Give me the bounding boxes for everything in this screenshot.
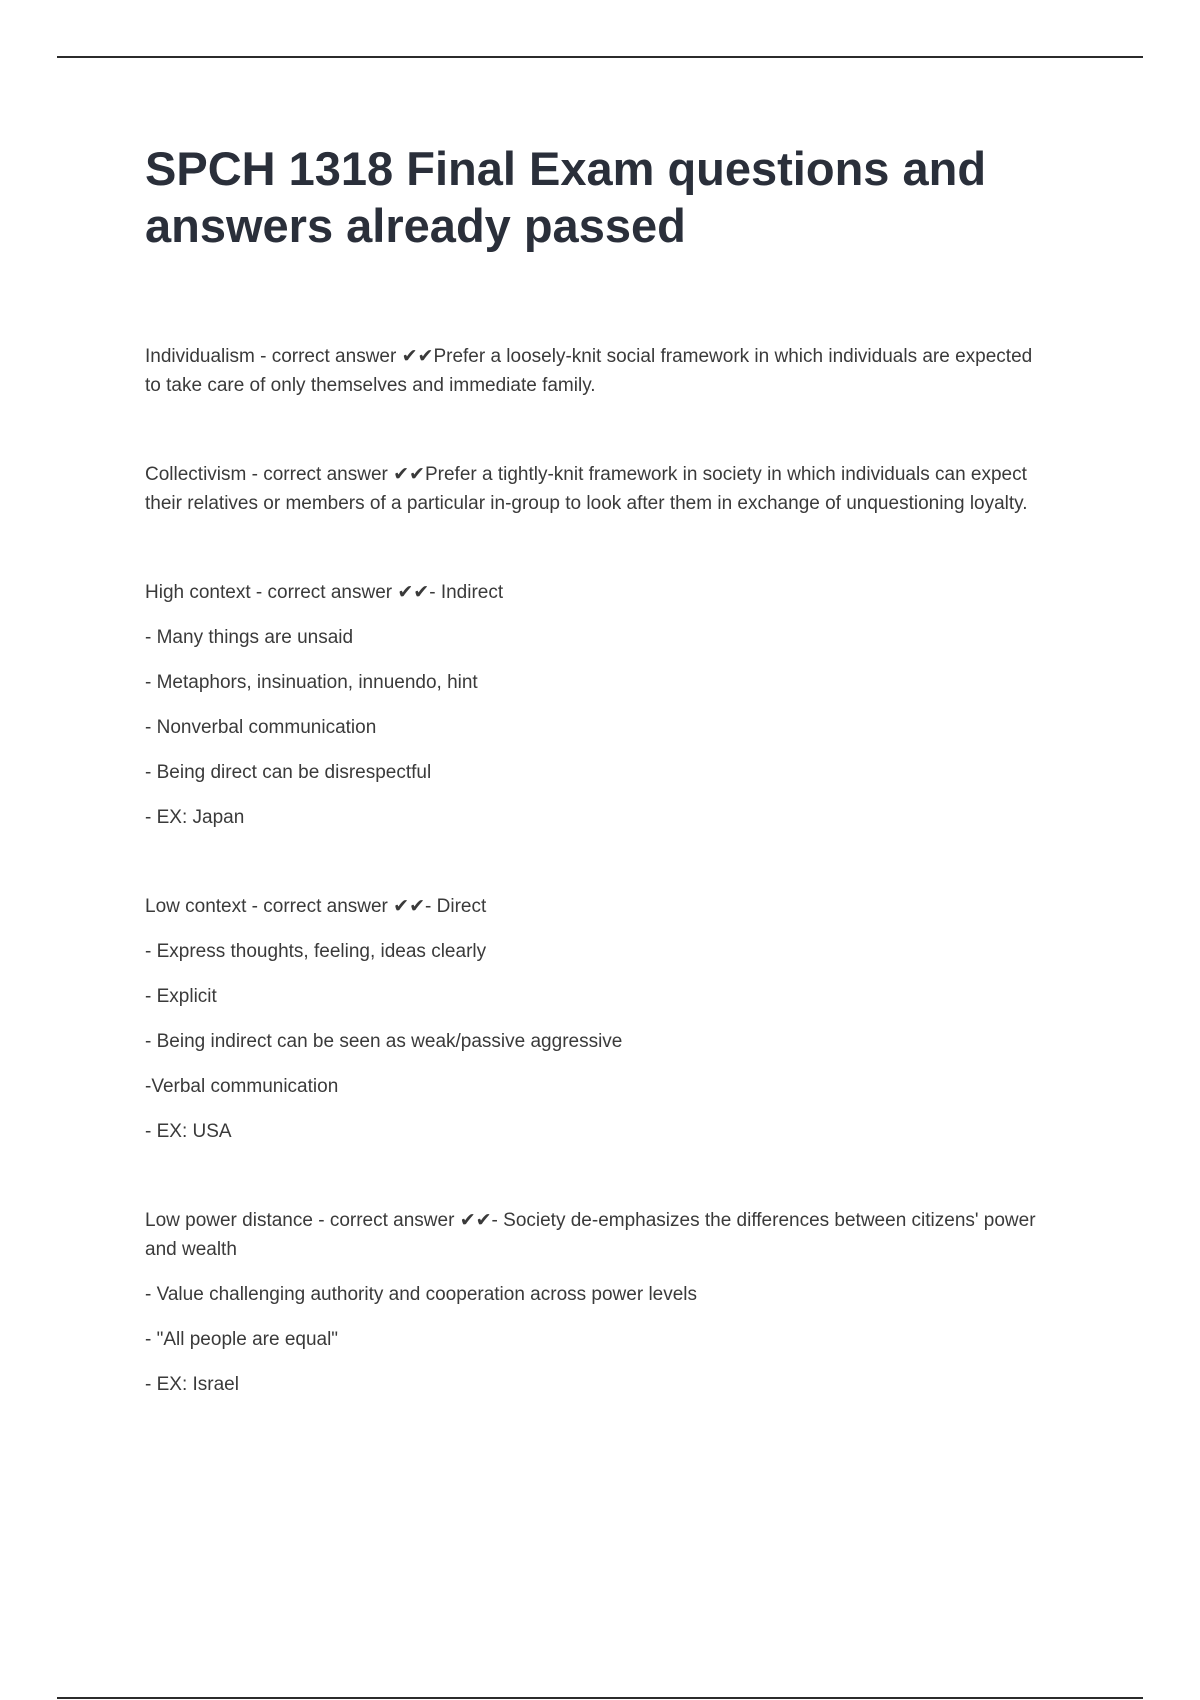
entry-answer: Prefer a tightly-knit framework in society in which individuals can expect their relatives or members of a particular in-group to look after them in exchange of unquestioning loyalty. <box>145 464 1028 514</box>
entry-answer: - Society de-emphasizes the differences between citizens' power and wealth <box>145 1210 1036 1260</box>
list-item: - Many things are unsaid <box>145 627 354 648</box>
entry-term: High context <box>145 582 251 603</box>
entry-low-power-distance <box>145 1206 1045 1399</box>
entry-collectivism <box>145 460 1045 518</box>
entry-answer: - Direct <box>425 896 487 917</box>
list-item: - Express thoughts, feeling, ideas clearly <box>145 941 487 962</box>
entry-marker: - correct answer ✔✔ <box>250 582 430 603</box>
entry-individualism <box>145 342 1045 400</box>
list-item: - Explicit <box>145 986 217 1007</box>
list-item: - Metaphors, insinuation, innuendo, hint <box>145 672 478 693</box>
entry-marker: - correct answer ✔✔ <box>312 1210 492 1231</box>
entry-low-context <box>145 892 1045 1146</box>
entry-term: Individualism <box>145 346 255 367</box>
list-item: -Verbal communication <box>145 1076 339 1097</box>
list-item: - Being indirect can be seen as weak/passive aggressive <box>145 1031 623 1052</box>
entry-term: Collectivism <box>145 464 247 485</box>
bottom-rule <box>57 1697 1143 1699</box>
entry-answer: - Indirect <box>429 582 504 603</box>
entry-marker: - correct answer ✔✔ <box>254 346 434 367</box>
entry-term: Low context <box>145 896 247 917</box>
document-title: SPCH 1318 Final Exam questions and answers already passed <box>145 142 987 252</box>
entry-high-context <box>145 578 1045 832</box>
entry-answer: Prefer a loosely-knit social framework in which individuals are expected to take care of only themselves and immediate family. <box>145 346 1033 396</box>
list-item: - EX: USA <box>145 1121 232 1142</box>
document-body <box>145 140 1045 1459</box>
list-item: - EX: Japan <box>145 807 245 828</box>
list-item: - EX: Israel <box>145 1374 239 1395</box>
list-item: - Value challenging authority and cooperation across power levels <box>145 1284 698 1305</box>
top-rule <box>57 56 1143 58</box>
entry-marker: - correct answer ✔✔ <box>246 896 426 917</box>
entry-term: Low power distance <box>145 1210 313 1231</box>
list-item: - Nonverbal communication <box>145 717 377 738</box>
list-item: - "All people are equal" <box>145 1329 339 1350</box>
entry-marker: - correct answer ✔✔ <box>246 464 425 485</box>
list-item: - Being direct can be disrespectful <box>145 762 432 783</box>
